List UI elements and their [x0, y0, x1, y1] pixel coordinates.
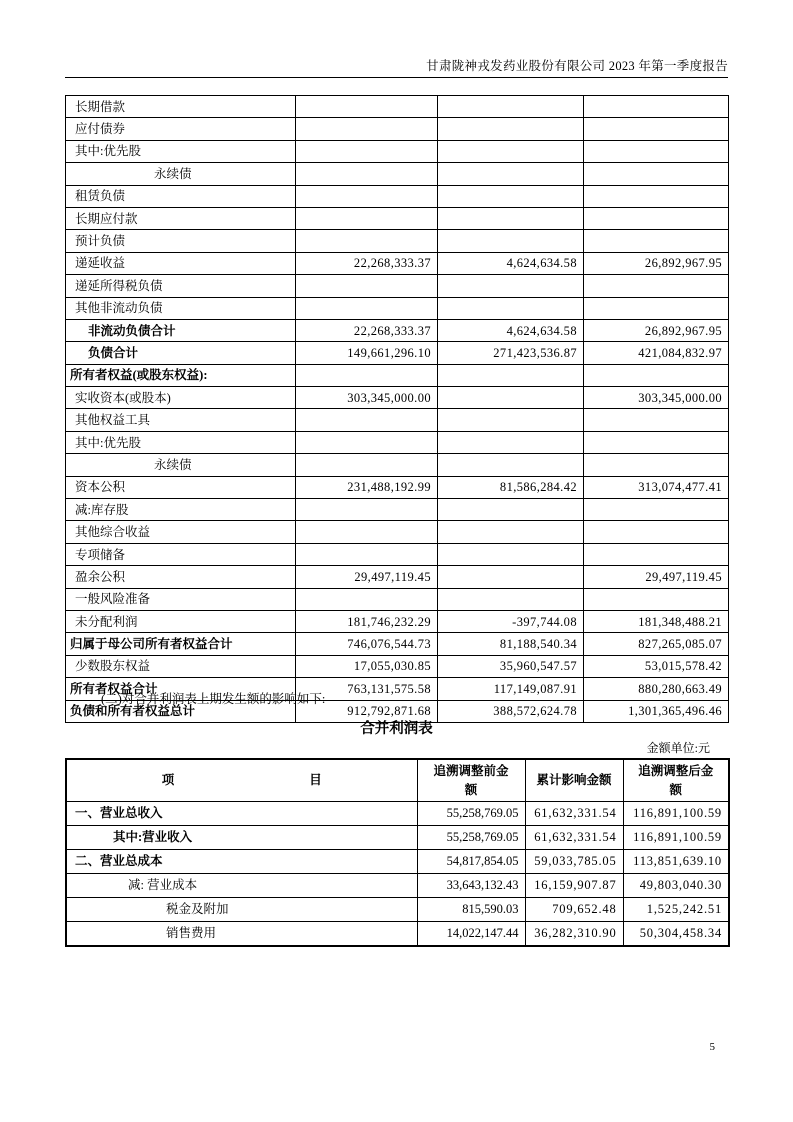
amount-cell: 181,746,232.29 [296, 610, 438, 632]
amount-cell [438, 521, 584, 543]
amount-cell: 55,258,769.05 [417, 826, 525, 850]
amount-cell [296, 275, 438, 297]
row-label-cell: 其他非流动负债 [66, 297, 296, 319]
amount-cell [584, 140, 729, 162]
row-label-cell: 其他权益工具 [66, 409, 296, 431]
amount-cell: 61,632,331.54 [525, 826, 623, 850]
income-header-row [66, 759, 729, 802]
table-row [66, 499, 729, 521]
amount-cell: 231,488,192.99 [296, 476, 438, 498]
amount-cell: 53,015,578.42 [584, 655, 729, 677]
amount-cell [438, 207, 584, 229]
amount-cell: 36,282,310.90 [525, 922, 623, 947]
table-row [66, 163, 729, 185]
row-label-cell: 销售费用 [66, 922, 417, 947]
section-note: (二)对合并利润表上期发生额的影响如下: [101, 692, 326, 706]
amount-cell: 880,280,663.49 [584, 678, 729, 700]
amount-cell [584, 96, 729, 118]
unit-label: 金额单位:元 [646, 741, 710, 755]
table-row [66, 342, 729, 364]
table-row [66, 118, 729, 140]
table-row [66, 898, 729, 922]
amount-cell [296, 230, 438, 252]
amount-cell: 17,055,030.85 [296, 655, 438, 677]
amount-cell [296, 140, 438, 162]
row-label-cell: 负债合计 [66, 342, 296, 364]
row-label-cell: 一、营业总收入 [66, 802, 417, 826]
amount-cell: 388,572,624.78 [438, 700, 584, 722]
amount-cell: 1,301,365,496.46 [584, 700, 729, 722]
row-label-cell: 递延收益 [66, 252, 296, 274]
page-number: 5 [709, 1041, 715, 1053]
amount-cell [296, 431, 438, 453]
amount-cell [584, 118, 729, 140]
row-label-cell: 非流动负债合计 [66, 319, 296, 341]
table-row [66, 588, 729, 610]
amount-cell [584, 543, 729, 565]
amount-cell [438, 140, 584, 162]
table-row [66, 874, 729, 898]
table-row [66, 275, 729, 297]
amount-cell: 16,159,907.87 [525, 874, 623, 898]
table-row [66, 802, 729, 826]
amount-cell [584, 431, 729, 453]
amount-cell [296, 499, 438, 521]
amount-cell [296, 163, 438, 185]
amount-cell: 117,149,087.91 [438, 678, 584, 700]
row-label-cell: 少数股东权益 [66, 655, 296, 677]
amount-cell [438, 387, 584, 409]
amount-cell: 81,188,540.34 [438, 633, 584, 655]
table-row [66, 850, 729, 874]
amount-cell [296, 454, 438, 476]
amount-cell [438, 118, 584, 140]
amount-cell [296, 297, 438, 319]
table-row [66, 364, 729, 386]
amount-cell [438, 588, 584, 610]
amount-cell [584, 454, 729, 476]
amount-cell: 35,960,547.57 [438, 655, 584, 677]
amount-cell: 22,268,333.37 [296, 319, 438, 341]
row-label-cell: 所有者权益(或股东权益): [66, 364, 296, 386]
row-label-cell: 长期借款 [66, 96, 296, 118]
amount-cell: 49,803,040.30 [623, 874, 729, 898]
amount-cell [296, 207, 438, 229]
table-row [66, 207, 729, 229]
amount-cell [584, 275, 729, 297]
amount-cell [584, 230, 729, 252]
row-label-cell: 减:库存股 [66, 499, 296, 521]
table-row [66, 610, 729, 632]
amount-cell: 14,022,147.44 [417, 922, 525, 947]
amount-cell: 1,525,242.51 [623, 898, 729, 922]
income-statement-title: 合并利润表 [360, 721, 433, 737]
row-label-cell: 其他综合收益 [66, 521, 296, 543]
row-label-cell: 二、营业总成本 [66, 850, 417, 874]
amount-cell: 50,304,458.34 [623, 922, 729, 947]
row-label-cell: 租赁负债 [66, 185, 296, 207]
income-statement-body [66, 802, 729, 947]
amount-cell: 54,817,854.05 [417, 850, 525, 874]
amount-cell [296, 185, 438, 207]
amount-cell: 303,345,000.00 [584, 387, 729, 409]
amount-cell [584, 409, 729, 431]
amount-cell [438, 431, 584, 453]
table-row [66, 319, 729, 341]
amount-cell [296, 118, 438, 140]
amount-cell [438, 364, 584, 386]
col-header-cumulative-impact: 累计影响金额 [525, 759, 623, 802]
amount-cell: 59,033,785.05 [525, 850, 623, 874]
table-row [66, 633, 729, 655]
table-row [66, 185, 729, 207]
table-row [66, 521, 729, 543]
amount-cell: 181,348,488.21 [584, 610, 729, 632]
amount-cell: 746,076,544.73 [296, 633, 438, 655]
table-row [66, 655, 729, 677]
amount-cell: 81,586,284.42 [438, 476, 584, 498]
income-statement-table [65, 758, 730, 947]
amount-cell: 26,892,967.95 [584, 319, 729, 341]
amount-cell: 55,258,769.05 [417, 802, 525, 826]
amount-cell: 763,131,575.58 [296, 678, 438, 700]
amount-cell: 827,265,085.07 [584, 633, 729, 655]
amount-cell: 4,624,634.58 [438, 252, 584, 274]
page-header-title: 甘肃陇神戎发药业股份有限公司 2023 年第一季度报告 [426, 59, 728, 73]
amount-cell [438, 454, 584, 476]
amount-cell: 421,084,832.97 [584, 342, 729, 364]
amount-cell [296, 521, 438, 543]
amount-cell: 912,792,871.68 [296, 700, 438, 722]
table-row [66, 454, 729, 476]
balance-sheet-table [65, 95, 729, 723]
row-label-cell: 预计负债 [66, 230, 296, 252]
table-row [66, 922, 729, 947]
table-row [66, 566, 729, 588]
balance-sheet-body [66, 96, 729, 723]
amount-cell: -397,744.08 [438, 610, 584, 632]
amount-cell [438, 96, 584, 118]
table-row [66, 140, 729, 162]
row-label-cell: 长期应付款 [66, 207, 296, 229]
amount-cell: 61,632,331.54 [525, 802, 623, 826]
amount-cell [438, 499, 584, 521]
row-label-cell: 盈余公积 [66, 566, 296, 588]
table-row [66, 409, 729, 431]
table-row [66, 252, 729, 274]
table-row [66, 431, 729, 453]
table-row [66, 96, 729, 118]
row-label-cell: 未分配利润 [66, 610, 296, 632]
amount-cell: 113,851,639.10 [623, 850, 729, 874]
row-label-cell: 减: 营业成本 [66, 874, 417, 898]
amount-cell [438, 275, 584, 297]
row-label-cell: 资本公积 [66, 476, 296, 498]
amount-cell: 4,624,634.58 [438, 319, 584, 341]
row-label-cell: 应付债券 [66, 118, 296, 140]
table-row [66, 230, 729, 252]
amount-cell [584, 499, 729, 521]
amount-cell: 116,891,100.59 [623, 802, 729, 826]
row-label-cell: 其中:优先股 [66, 140, 296, 162]
row-label-cell: 实收资本(或股本) [66, 387, 296, 409]
row-label-cell: 递延所得税负债 [66, 275, 296, 297]
amount-cell [584, 297, 729, 319]
item-header-spread [67, 771, 417, 789]
table-row [66, 543, 729, 565]
amount-cell [584, 163, 729, 185]
amount-cell: 22,268,333.37 [296, 252, 438, 274]
row-label-cell: 永续债 [66, 454, 296, 476]
amount-cell: 815,590.03 [417, 898, 525, 922]
amount-cell [584, 364, 729, 386]
amount-cell: 271,423,536.87 [438, 342, 584, 364]
amount-cell [438, 230, 584, 252]
row-label-cell: 归属于母公司所有者权益合计 [66, 633, 296, 655]
col-header-after-adjust: 追溯调整后金额 [623, 759, 729, 802]
row-label-cell: 永续债 [66, 163, 296, 185]
amount-cell [438, 409, 584, 431]
amount-cell [296, 409, 438, 431]
row-label-cell: 其中:优先股 [66, 431, 296, 453]
amount-cell [296, 543, 438, 565]
item-header-char: 项 [161, 773, 175, 788]
amount-cell: 29,497,119.45 [296, 566, 438, 588]
table-row [66, 476, 729, 498]
header-rule [65, 77, 728, 78]
row-label-cell: 所有者权益合计 [66, 678, 296, 700]
table-row [66, 297, 729, 319]
amount-cell [438, 297, 584, 319]
amount-cell [438, 163, 584, 185]
amount-cell: 709,652.48 [525, 898, 623, 922]
amount-cell [584, 521, 729, 543]
amount-cell: 29,497,119.45 [584, 566, 729, 588]
col-header-item [66, 759, 417, 802]
amount-cell: 33,643,132.43 [417, 874, 525, 898]
item-header-char: 目 [309, 773, 322, 788]
table-row [66, 387, 729, 409]
amount-cell [584, 207, 729, 229]
amount-cell [584, 185, 729, 207]
row-label-cell: 其中:营业收入 [66, 826, 417, 850]
amount-cell: 116,891,100.59 [623, 826, 729, 850]
col-header-before-adjust: 追溯调整前金额 [417, 759, 525, 802]
row-label-cell: 负债和所有者权益总计 [66, 700, 296, 722]
row-label-cell: 税金及附加 [66, 898, 417, 922]
amount-cell [584, 588, 729, 610]
amount-cell [438, 543, 584, 565]
table-row [66, 826, 729, 850]
amount-cell [296, 588, 438, 610]
row-label-cell: 专项储备 [66, 543, 296, 565]
amount-cell: 149,661,296.10 [296, 342, 438, 364]
amount-cell: 26,892,967.95 [584, 252, 729, 274]
amount-cell: 303,345,000.00 [296, 387, 438, 409]
row-label-cell: 一般风险准备 [66, 588, 296, 610]
amount-cell [296, 364, 438, 386]
amount-cell [438, 185, 584, 207]
amount-cell [438, 566, 584, 588]
amount-cell: 313,074,477.41 [584, 476, 729, 498]
amount-cell [296, 96, 438, 118]
